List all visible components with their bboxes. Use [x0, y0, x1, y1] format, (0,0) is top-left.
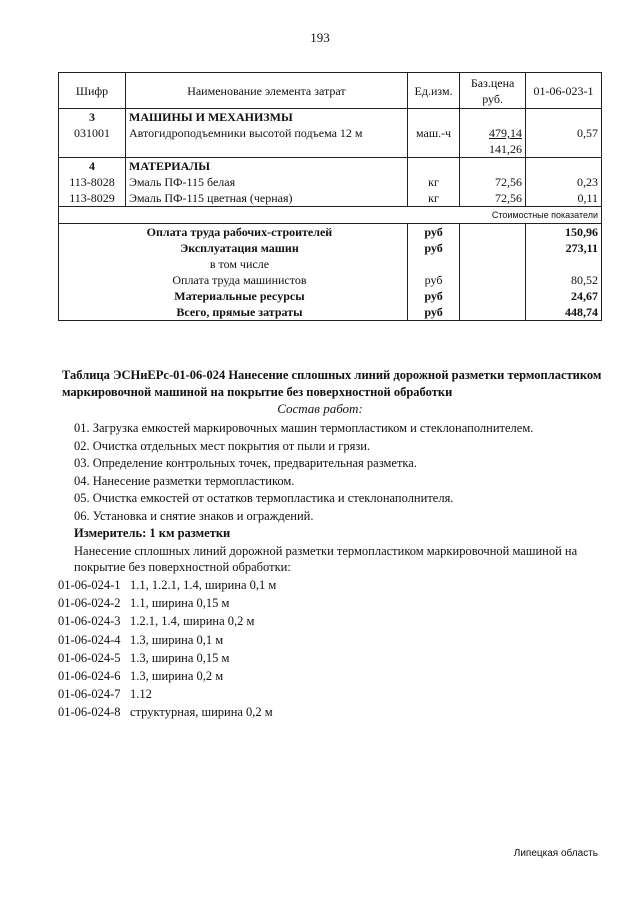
summary-label: Эксплуатация машин	[180, 241, 299, 255]
summary-value: 448,74	[565, 305, 598, 319]
work-composition-title: Состав работ:	[277, 401, 363, 416]
item-text: 1.2.1, 1.4, ширина 0,2 м	[130, 614, 255, 629]
summary-value: 80,52	[571, 273, 598, 287]
item-text: 1.1, 1.2.1, 1.4, ширина 0,1 м	[130, 578, 277, 592]
item-code: 01-06-024-1	[58, 578, 121, 592]
summary-row	[59, 256, 602, 272]
summary-unit	[407, 256, 459, 272]
table-row	[59, 174, 602, 190]
header-code: Шифр	[59, 73, 126, 109]
row-price	[460, 125, 526, 158]
item-text: 1.12	[130, 687, 152, 702]
table-caption: Таблица ЭСНиЕРс-01-06-024 Нанесение сплошных линий дорожной разметки термопластиком маркировочной машиной на покрытие без поверхностной обработки	[62, 368, 602, 399]
row-price: 72,56	[460, 174, 526, 190]
section-number: 4	[59, 158, 126, 175]
item-code: 01-06-024-8	[58, 705, 121, 720]
list-item	[58, 633, 276, 651]
summary-unit: руб	[407, 304, 459, 321]
section-row	[59, 158, 602, 175]
summary-row	[59, 288, 602, 304]
summary-row	[59, 272, 602, 288]
summary-value	[525, 256, 601, 272]
description: Нанесение сплошных линий дорожной разметки термопластиком маркировочной машиной на покрытие без поверхностной обработки:	[74, 544, 578, 574]
stoim-row	[59, 207, 602, 224]
section-title: МАТЕРИАЛЫ	[126, 158, 408, 175]
summary-row	[59, 240, 602, 256]
stoim-label: Стоимостные показатели	[59, 207, 602, 224]
list-item	[58, 596, 276, 614]
list-item	[58, 705, 276, 723]
summary-row	[59, 304, 602, 321]
summary-unit: руб	[407, 272, 459, 288]
code-list	[58, 578, 276, 724]
list-item	[58, 651, 276, 669]
summary-label: Оплата труда машинистов	[172, 273, 307, 287]
section-title: МАШИНЫ И МЕХАНИЗМЫ	[126, 109, 408, 126]
header-price: Баз.цена руб.	[460, 73, 526, 109]
footer-region: Липецкая область	[513, 848, 598, 859]
item-text: 1.3, ширина 0,15 м	[130, 650, 230, 665]
item-text: 1.1, ширина 0,15 м	[130, 596, 230, 611]
summary-label: Всего, прямые затраты	[176, 305, 303, 319]
summary-unit: руб	[407, 240, 459, 256]
row-price-secondary: 141,26	[488, 142, 522, 156]
measure-unit: Измеритель: 1 км разметки	[74, 526, 231, 540]
row-value: 0,57	[577, 126, 598, 140]
item-text: 1.3, ширина 0,1 м	[130, 632, 224, 647]
row-price-main: 479,14	[488, 126, 522, 140]
item-code: 01-06-024-5	[58, 650, 121, 665]
table-row	[59, 190, 602, 207]
list-item	[58, 614, 276, 632]
item-text: структурная, ширина 0,2 м	[130, 705, 273, 720]
summary-label: Материальные ресурсы	[174, 289, 305, 303]
row-name: Автогидроподъемники высотой подъема 12 м	[126, 125, 408, 158]
header-name: Наименование элемента затрат	[126, 73, 408, 109]
header-unit: Ед.изм.	[407, 73, 459, 109]
item-code: 01-06-024-6	[58, 668, 121, 683]
section-number: 3	[59, 109, 126, 126]
header-norm: 01-06-023-1	[525, 73, 601, 109]
row-name: Эмаль ПФ-115 белая	[126, 174, 408, 190]
summary-unit: руб	[407, 288, 459, 304]
item-code: 01-06-024-2	[58, 596, 121, 611]
work-item: 06. Установка и снятие знаков и ограждений.	[74, 508, 314, 523]
row-code: 113-8028	[59, 174, 126, 190]
summary-value: 24,67	[571, 289, 598, 303]
summary-row	[59, 224, 602, 241]
page-number: 193	[310, 30, 330, 45]
summary-label: Оплата труда рабочих-строителей	[146, 225, 333, 239]
section-row	[59, 109, 602, 126]
work-item: 05. Очистка емкостей от остатков термопластика и стеклонаполнителя.	[74, 491, 454, 506]
row-code: 031001	[59, 125, 126, 158]
item-code: 01-06-024-3	[58, 614, 121, 629]
table-row	[59, 125, 602, 158]
row-code: 113-8029	[59, 190, 126, 207]
work-item: 01. Загрузка емкостей маркировочных машин термопластиком и стеклонаполнителем.	[74, 421, 534, 435]
row-name: Эмаль ПФ-115 цветная (черная)	[126, 190, 408, 207]
row-value: 0,23	[577, 175, 598, 189]
item-code: 01-06-024-4	[58, 632, 121, 647]
row-value: 0,11	[577, 191, 598, 205]
summary-value: 273,11	[565, 241, 598, 255]
row-unit: кг	[407, 174, 459, 190]
work-list	[74, 420, 614, 526]
table-header-row	[59, 73, 602, 109]
work-item: 02. Очистка отдельных мест покрытия от пыли и грязи.	[74, 438, 371, 453]
list-item	[58, 669, 276, 687]
item-code: 01-06-024-7	[58, 687, 121, 702]
work-item: 04. Нанесение разметки термопластиком.	[74, 473, 295, 488]
item-text: 1.3, ширина 0,2 м	[130, 668, 224, 683]
row-price: 72,56	[460, 190, 526, 207]
summary-unit: руб	[407, 224, 459, 241]
cost-table	[58, 72, 602, 321]
summary-label: в том числе	[209, 257, 270, 271]
list-item	[58, 687, 276, 705]
list-item	[58, 578, 276, 596]
row-unit: кг	[407, 190, 459, 207]
summary-value: 150,96	[565, 225, 598, 239]
work-item: 03. Определение контрольных точек, предварительная разметка.	[74, 456, 417, 471]
row-unit: маш.-ч	[407, 125, 459, 158]
